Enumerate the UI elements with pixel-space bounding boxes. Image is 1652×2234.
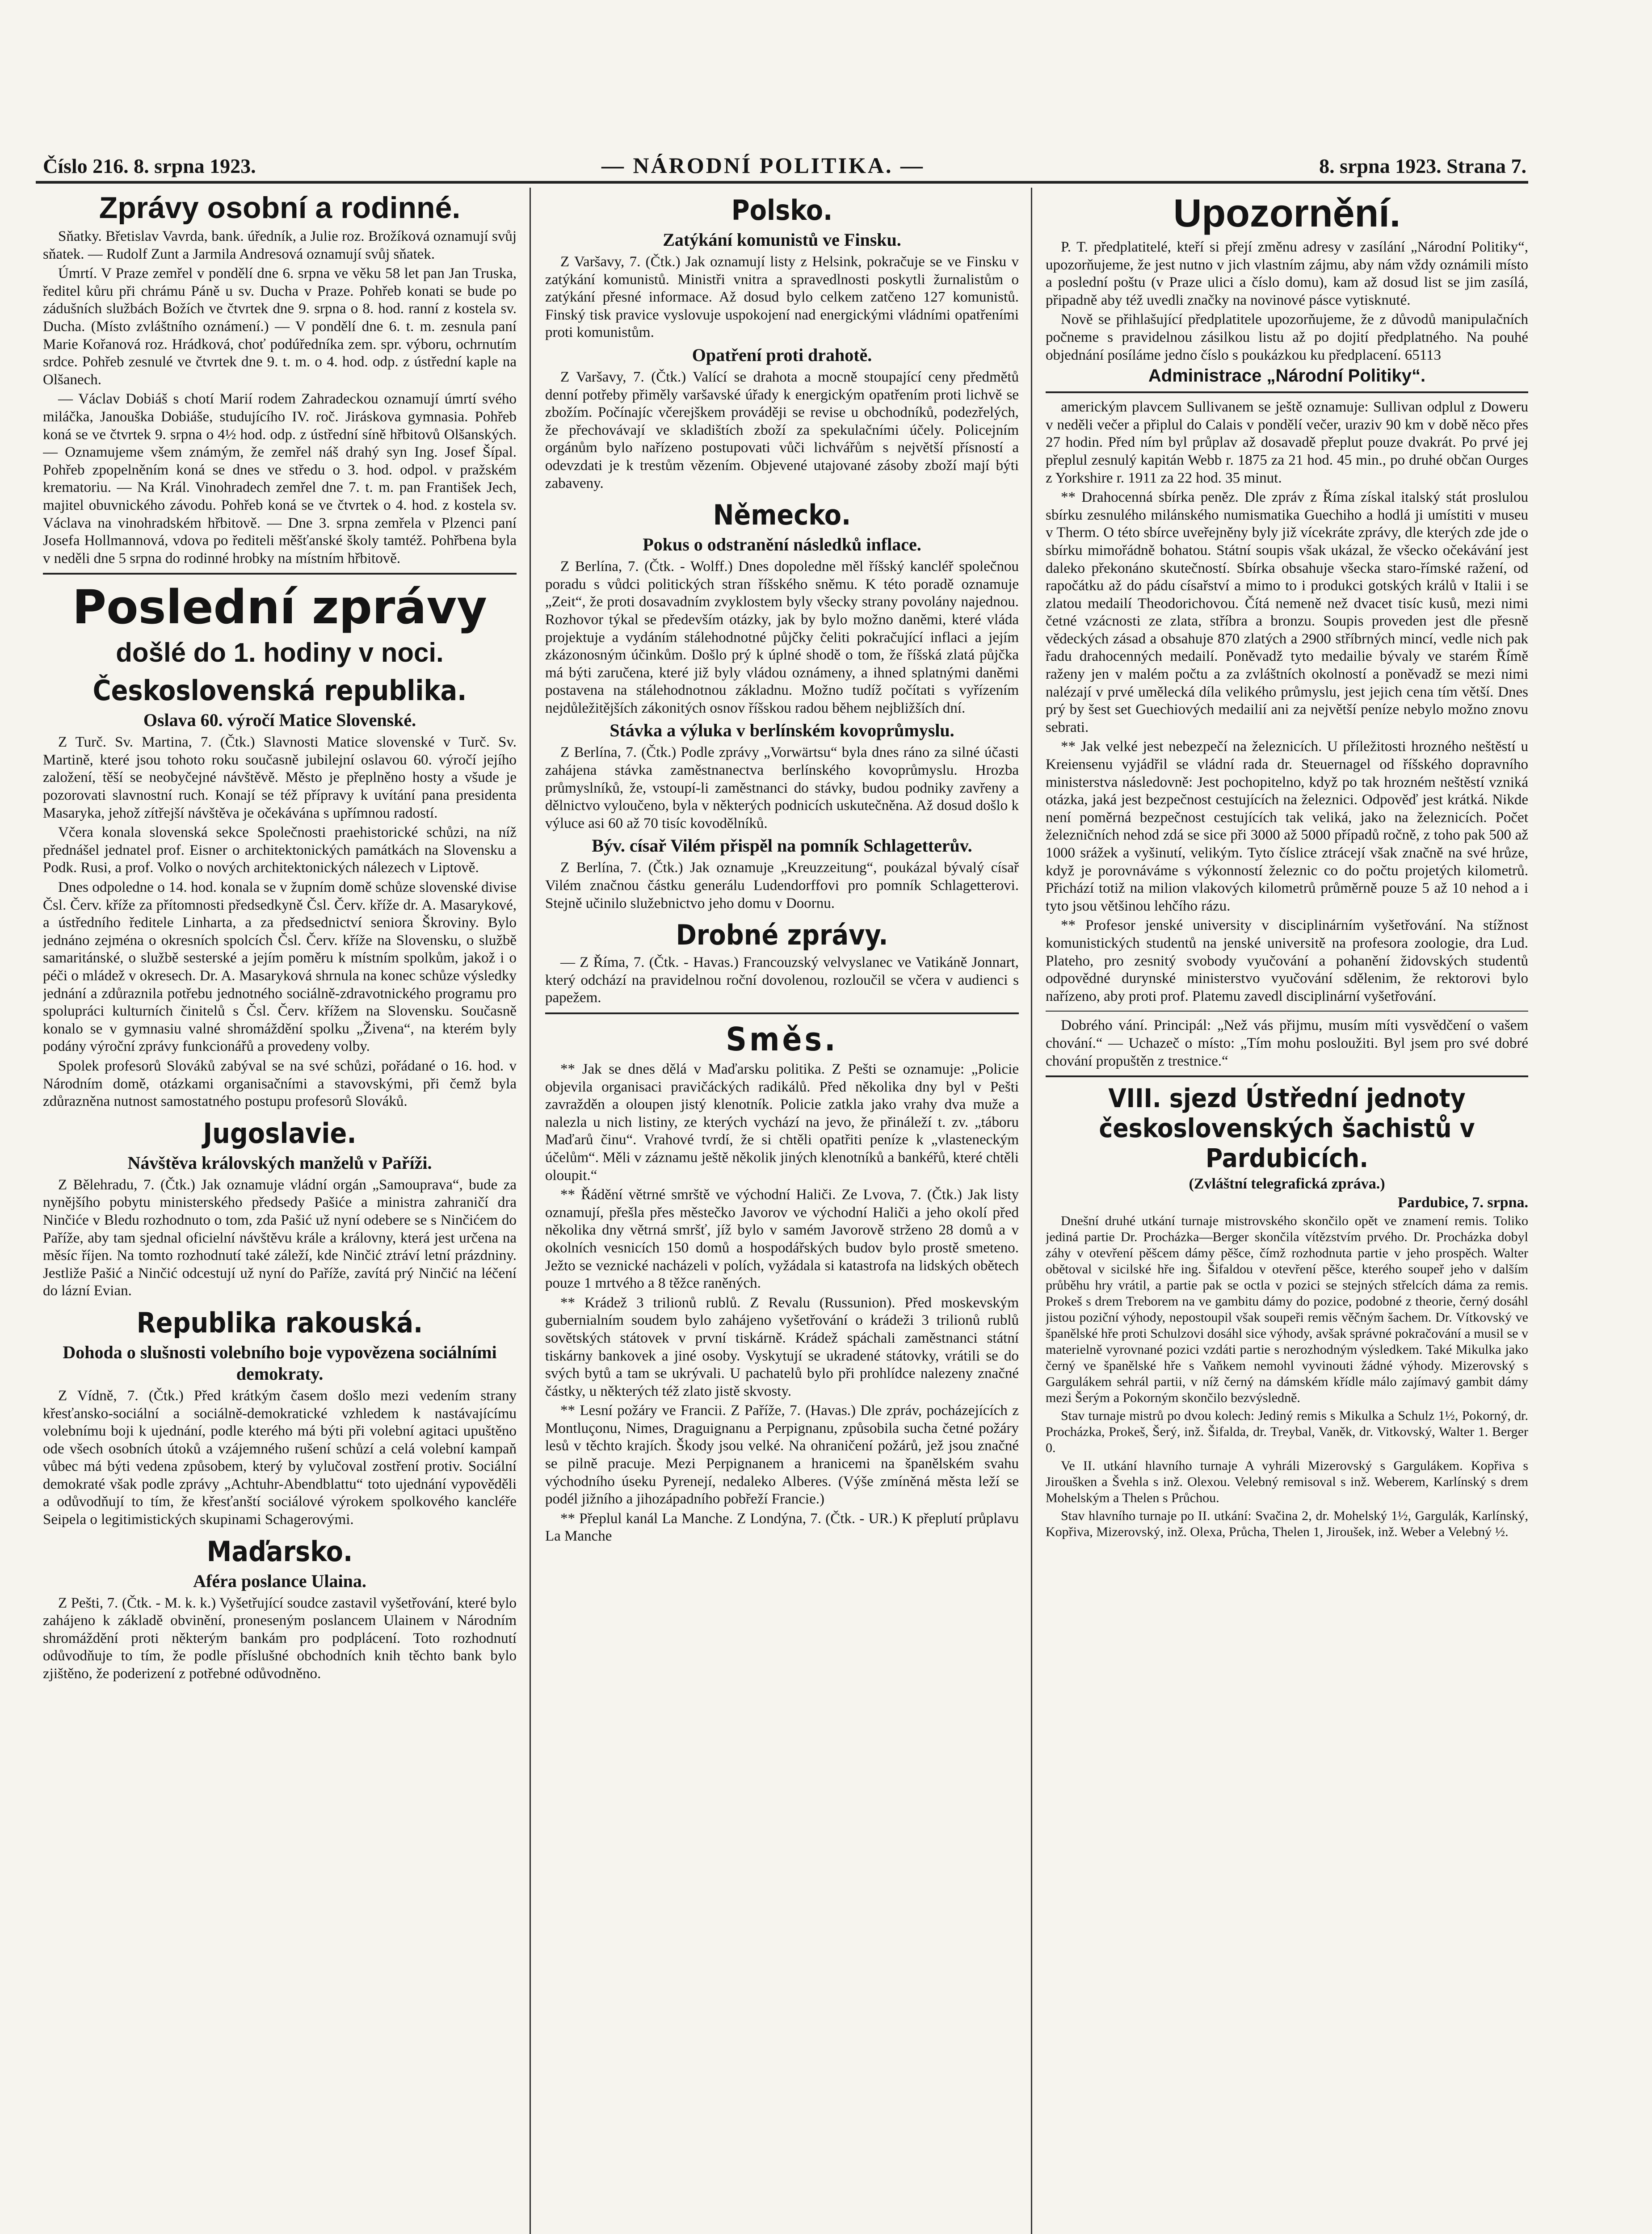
heading-austria: Republika rakouská. xyxy=(136,1306,423,1339)
column-rule xyxy=(530,188,531,2234)
article-paragraph: Stav turnaje mistrů po dvou kolech: Jediný remis s Mikulka a Schulz 1½, Pokorný, dr. Procházka, Prokeš, Šerý, inž. Šifalda, dr. Treybal, Vaněk, dr. Vitkovský, Walter 1. Berger 0. xyxy=(1046,1408,1528,1456)
article-paragraph: Nově se přihlašující předplatitele upozorňujeme, že z důvodů manipulačních počneme s pravidelnou zásilkou listu až po dojití předplatného. Na pouhé objednání posíláme jedno číslo s poukázkou ku předplacení. 65113 xyxy=(1046,311,1528,363)
article-paragraph: Z Turč. Sv. Martina, 7. (Čtk.) Slavnosti Matice slovenské v Turč. Sv. Martině, které jsou tohoto roku současně jubilejní oslavou 60. výročí jejího založení, těší se neobyčejné návštěvě. Město je přeplněno hosty a všude je pozorovati slavnostní ruch. Konají se též přípravy k uvítání pana presidenta Masaryka, jehož zítřejší návštěva je očekávána s upřímnou radostí. xyxy=(43,734,517,821)
article-paragraph: Z Berlína, 7. (Čtk. - Wolff.) Dnes dopoledne měl říšský kancléř společnou poradu s vůdci politických stran říšského sněmu. K této poradě oznamuje „Zeit“, že proti dosavadním zvyklostem byly všecky strany povolány najednou. Rozhovor týkal se především otázky, jak by bylo možno daněmi, které vláda projektuje a vydáním stálehodnotné půjčky čeliti pokračující inflaci a jejím zkázonosným účinkům. Došlo prý k úplné shodě o tom, že říšská zlatá půjčka má býti zaručena, které již byly vládou oznámeny, a ihned splatnými daněmi postavena na stálehodnotnou základnu. Možno tudíž počítati s vyřízením nejdůležitějších zákonitých osnov říšskou radou během nejbližších dní. xyxy=(545,558,1019,716)
heading-hungary: Maďarsko. xyxy=(206,1535,353,1568)
heading-miscellany: Směs. xyxy=(726,1020,838,1058)
newspaper-title: — NÁRODNÍ POLITIKA. — xyxy=(601,153,925,178)
issue-number: Číslo 216. 8. srpna 1923. xyxy=(43,155,256,177)
article-paragraph: — Z Říma, 7. (Čtk. - Havas.) Francouzský velvyslanec ve Vatikáně Jonnart, který odchází na pravidelnou roční dovolenou, rozloučil se včera v audienci s papežem. xyxy=(545,954,1019,1006)
article-paragraph: — Václav Dobiáš s chotí Marií rodem Zahradeckou oznamují úmrtí svého miláčka, Janouška Dobiáše, studujícího IV. roč. Jiráskova gymnasia. Pohřeb koná se ve čtvrtek 9. srpna o 4½ hod. odp. z ústřední síně hřbitovů Olšanských. — Oznamujeme všem známým, že zemřel náš drahý syn Ing. Josef Šípal. Pohřeb zpopelněním koná se dnes ve středu o 3. hod. odpol. v pražském krematoriu. — Na Král. Vinohradech zemřel dne 7. t. m. pan František Jech, majitel obuvnického závodu. Pohřeb koná se ve čtvrtek o 4. hod. z kostela sv. Václava na vinohradském hřbitově. — Dne 3. srpna zemřela v Plzenci paní Josefa Hollmannová, vdova po řediteli měšťanské školy tamtéž. Pohřbena byla v neděli dne 5 srpna do rodinné hrobky na místním hřbitově. xyxy=(43,391,517,567)
article-paragraph: Ve II. utkání hlavního turnaje A vyhráli Mizerovský s Gargulákem. Kopřiva s Jiroušken a Švehla s inž. Olexou. Velebný remisoval s inž. Weberem, Karlínský s drem Mohelským a Thelen s Průchou. xyxy=(1046,1458,1528,1506)
heading-poland-sub: Zatýkání komunistů ve Finsku. xyxy=(663,230,901,250)
heading-poland-sub2: Opatření proti drahotě. xyxy=(692,344,872,365)
header-rule xyxy=(36,181,1528,184)
article-paragraph: Z Varšavy, 7. (Čtk.) Jak oznamují listy z Helsink, pokračuje se ve Finsku v zatýkání komunistů. Ministři vnitra a spravedlnosti poskytli žurnalistům o zatýkání přesné informace. Až dosud bylo celkem zatčeno 127 komunistů. Finský tisk pravice vyslovuje uspokojení nad energickými vládními opatřeními proti komunistům. xyxy=(545,254,1019,341)
section-rule xyxy=(545,1012,1019,1014)
column-3 xyxy=(1046,188,1528,2234)
heading-poland: Polsko. xyxy=(731,194,833,227)
section-rule xyxy=(1046,1075,1528,1077)
article-paragraph: Z Pešti, 7. (Čtk. - M. k. k.) Vyšetřující soudce zastavil vyšetřování, které bylo zahájeno k základě obvinění, proneseným poslancem Ulainem v Národním shromáždění proti některým bankám pro podplácení. Toto rozhodnutí odůvodňuje to tím, že podle příslušné obchodních knih těchto bank bylo zjištěno, že poderizení z potřebné odůvodněno. xyxy=(43,1595,517,1682)
article-paragraph: Z Berlína, 7. (Čtk.) Jak oznamuje „Kreuzzeitung“, poukázal bývalý císař Vilém značnou částku generálu Ludendorffovi pro pomník Schlagetterovi. Stejně učinilo služebnictvo jeho domu v Doornu. xyxy=(545,860,1019,911)
column-2 xyxy=(545,188,1019,2234)
heading-yugoslavia: Jugoslavie. xyxy=(203,1117,357,1150)
section-rule xyxy=(1046,391,1528,393)
heading-chess: VIII. sjezd Ústřední jednoty československých šachistů v Pardubicích. xyxy=(1099,1083,1475,1173)
page-number: 8. srpna 1923. Strana 7. xyxy=(1319,155,1526,177)
article-paragraph: Z Vídně, 7. (Čtk.) Před krátkým časem došlo mezi vedením strany křesťansko-sociální a sociálně-demokratické vzhledem k nastávajícímu volebnímu boji k ujednání, podle kterého má býti při volební agitaci upuštěno ode všech osobních útoků a vzájemného rušení schůzí a celá volební kampaň vůbec má býti vedena způsobem, který by vylučoval zostření protiv. Sociální demokraté však podle zprávy „Achtuhr-Abendblattu“ toto ujednání vypověděli a odůvodňují to tím, že křesťanští sociálové výrokem spolkového kancléře Seipela o legitimistických skupinami Schagerovými. xyxy=(43,1387,517,1528)
column-1 xyxy=(43,188,517,2234)
article-paragraph: Úmrtí. V Praze zemřel v pondělí dne 6. srpna ve věku 58 let pan Jan Truska, ředitel kůru při chrámu Páně u sv. Ducha v Praze. Pohřeb konati se bude po zádušních službách Božích ve čtvrtek dne 9. srpna o 8. hod. ranní z kostela sv. Ducha. (Místo zvláštního oznámení.) — V pondělí dne 6. t. m. zesnula paní Marie Kořanová roz. Hrádková, choť podúředníka zem. spr. výboru, ochrnutím srdce. Pohřeb zesnulé ve čtvrtek dne 9. t. m. o 4. hod. odp. z ústřední kaple na Olšanech. xyxy=(43,265,517,388)
administration-signature: Administrace „Národní Politiky“. xyxy=(1148,366,1426,386)
column-rule xyxy=(1031,188,1032,2234)
article-paragraph: ** Lesní požáry ve Francii. Z Paříže, 7. (Havas.) Dle zpráv, pocházejících z Montluçonu, Nimes, Draguignanu a Perpignanu, způsobila sucha četné požáry lesů v těchto krajích. Škody jsou velké. Na ohraničení požárů, jež jsou značné se pilně pracuje. Mezi Perpignanem a hranicemi na španělském svahu východního úseku Pyrenejí, nedaleko Alberes. (Výše zmíněná města leží se podél jižního a jihozápadního pobřeží Francie.) xyxy=(545,1403,1019,1508)
heading-notice: Upozornění. xyxy=(1173,191,1401,235)
heading-germany-sub2: Stávka a výluka v berlínském kovoprůmyslu. xyxy=(610,720,954,741)
heading-czechoslovakia: Československá republika. xyxy=(92,674,467,707)
heading-last-news-sub: došlé do 1. hodiny v noci. xyxy=(116,638,444,668)
heading-matice: Oslava 60. výročí Matice Slovenské. xyxy=(143,710,416,731)
article-paragraph: ** Drahocenná sbírka peněz. Dle zpráv z Říma získal italský stát proslulou sbírku zesnulého milánského numismatika Guechiho a hodlá ji umístiti v museu v Therm. O této sbírce uveřejněny byly již vícekráte zprávy, dle kterých zde jde o sbírku mimořádně bohatou. Státní soupis však ukázal, že všecko očekávání jest daleko překonáno skutečností. Sbírka obsahuje všecka staro-římské ražení, od rapočátku až do pádu císařství a mimo to i produkci gotských králů v Italii i se zlatou medailí Theodorichovou. Čítá nemeně než dvacet tisíc kusů, mezi nimi četné vzácnosti ze zlata, stříbra a bronzu. Soupis proveden jest dle přesně vědeckých zásad a obsahuje 870 zlatých a 2900 stříbrných mincí, vedle nich pak řadu drahocenných medailí. Poněvadž tyto medailie bývaly ve starém Římě raženy jen v malém počtu a za zvláštních okolností a poněvadž se mezi nimi nalézají v prvé umělecká díla velikého průmyslu, jest jejich cena tím větší. Dnes prý by šest set Guechiových medailií ani za největší peníze nebylo možno znovu sebrati. xyxy=(1046,489,1528,735)
article-paragraph: Spolek profesorů Slováků zabýval se na své schůzi, pořádané o 16. hod. v Národním domě, otázkami organisačními a stavovskými, při čemž byla zdůrazněna nutnost samostatného postupu profesorů Slováků. xyxy=(43,1058,517,1110)
masthead xyxy=(43,150,1526,182)
article-paragraph: Dnešní druhé utkání turnaje mistrovského skončilo opět ve znamení remis. Toliko jediná partie Dr. Procházka—Berger skončila vítězstvím prvého. Dr. Procházka dobyl záhy v otevření pěšcem dámy pěšce, čímž rozhodnuta partie v jeho prospěch. Walter obětoval v sicilské hře ing. Šifaldou v otevření pěšce, kterého soupeř jeho v dalším průběhu hry vrátil, a partie pak se octla v pozici se stejných střelcích dáma za remis. Prokeš s drem Treborem na ve gambitu dámy do pozice, podobné z theorie, černý dosáhl jistou poziční výhody, nepostoupil však soupeři remis věčným šachem. Dr. Vítkovský ve španělské hře proti Schulzovi dosáhl sice výhody, avšak správné pokračování a musil se v materielně vyrovnané pozici vzdáti partie s nerozhodným výsledkem. Také Mikulka jako černý ve španělské hře s Vaňkem nemohl vyvinouti žádné výhody. Mizerovský s Gargulákem sehrál partii, v níž černý na dámském křídle málo zajímavý gambit dámy mezi Šerým a Pokorným skončilo bezvýsledně. xyxy=(1046,1214,1528,1406)
article-paragraph: Stav hlavního turnaje po II. utkání: Svačina 2, dr. Mohelský 1½, Gargulák, Karlínský, Kopřiva, Mizerovský, inž. Olexa, Průcha, Thelen 1, Jiroušek, inž. Weber a Velebný ½. xyxy=(1046,1508,1528,1540)
chess-telegraph-note: (Zvláštní telegrafická zpráva.) xyxy=(1189,1176,1385,1193)
heading-austria-sub: Dohoda o slušnosti volebního boje vypovězena sociálními demokraty. xyxy=(63,1342,497,1384)
heading-germany-sub3: Býv. císař Vilém přispěl na pomník Schlagetterův. xyxy=(592,836,972,856)
article-paragraph: Sňatky. Břetislav Vavrda, bank. úředník, a Julie roz. Brožíková oznamují svůj sňatek. — Rudolf Zunt a Jarmila Andresová oznamují svůj sňatek. xyxy=(43,228,517,262)
article-paragraph: P. T. předplatitelé, kteří si přejí změnu adresy v zasílání „Národní Politiky“, upozorňujeme, že jest nutno v jich vlastním zájmu, aby nám vždy oznámili místo a poslední poštu (v Praze ulici a číslo domu), kam až dosud list se jim zasílá, připadně aby též uvedli značky na novinové pásce vytisknuté. xyxy=(1046,239,1528,308)
section-rule xyxy=(43,573,517,575)
heading-small-news: Drobné zprávy. xyxy=(676,919,888,952)
article-paragraph: Z Varšavy, 7. (Čtk.) Valící se drahota a mocně stoupající ceny předmětů denní potřeby přiměly varšavské úřady k energickým opatřením proti lichvě se zbožím. Počínajíc včerejškem prováději se revise u obchodníků, podezřelých, že přechovávají ve skladištích zboží za spekulačními účely. Policejním orgánům bylo nařízeno postupovati vůči lichvářům s největší přísností a odevzdati je k trestům vězením. Objevené utajované zásoby zboží mají býti zabaveny. xyxy=(545,369,1019,491)
section-rule xyxy=(1046,1011,1528,1012)
article-paragraph: Z Berlína, 7. (Čtk.) Podle zprávy „Vorwärtsu“ byla dnes ráno za silné účasti zahájena stávka zaměstnanectva berlínského kovoprůmyslu. Hrozba průmyslníků, že, vstoupí-li zaměstnanci do stávky, budou podniky zavřeny a dělnictvo vyloučeno, byla v některých podnicích uskutečněna. Až dosud došlo k výluce asi 60 až 70 tisíc kovodělníků. xyxy=(545,744,1019,831)
article-paragraph: ** Jak velké jest nebezpečí na železnicích. U příležitosti hrozného neštěstí u Kreiensenu vyjádřil se vládní rada dr. Steuernagel od říšského dopravního ministerstva následovně: Jest pochopitelno, když po tak hrozném neštěstí vzniká otázka, jaká jest bezpečnost cestujících na železnici. Odpověď jest krátká. Nikde není poměrná bezpečnost cestujících tak veliká, jako na železnicích. Počet železničních nehod zdá se sice při 3000 až 5000 případů ročně, z toho pak 500 až 1000 srážek a vyšinutí, velikým. Tyto číslice ztrácejí však značně na své hrůze, když je porovnáváme s výkonností železnic co do počtu projetých kilometrů. Přichází totiž na milion vlakových kilometrů průměrně pouze 5 až 10 nehod a i tyto jsou většinou lehčího rázu. xyxy=(1046,739,1528,914)
article-paragraph: ** Jak se dnes dělá v Maďarsku politika. Z Pešti se oznamuje: „Policie objevila organisaci pravičáckých radikálů. Před několika dny byl v Pešti zavražděn a oloupen jistý klenotník. Policie zatkla jako vrahy dva muže a nalezla u nich listiny, ze kterých vychází na jevo, že přináleží t. zv. „táboru Maďarů činu“. Vrahové tvrdí, že si chtěli opatřiti peníze k „vlasteneckým účelům“. Měli v záznamu ještě několik jiných klenotníků a bankéřů, které chtěli oloupit.“ xyxy=(545,1061,1019,1184)
article-paragraph: Včera konala slovenská sekce Společnosti praehistorické schůzi, na níž přednášel jednatel prof. Eisner o architektonických památkách na Slovensku a Podk. Rusi, a prof. Volko o nových architektonických nálezech v Liptově. xyxy=(43,824,517,876)
article-paragraph: ** Řádění větrné smrště ve východní Haliči. Ze Lvova, 7. (Čtk.) Jak listy oznamují, přešla přes městečko Javorov ve východní Haliči a jeho okolí před několika dny větrná smršť, jíž bylo v samém Javorově strženo 28 domů a v okolních vesnicích 150 domů a hospodářských budov bylo prostě smeteno. Ježto se veznické nacházeli v polích, vyžádala si katastrofa na lidských obětech pouze 1 mrtvého a 8 těžce raněných. xyxy=(545,1187,1019,1292)
heading-yugoslavia-sub: Návštěva královských manželů v Paříži. xyxy=(127,1152,432,1173)
heading-germany-sub: Pokus o odstranění následků inflace. xyxy=(643,534,921,555)
heading-hungary-sub: Aféra poslance Ulaina. xyxy=(193,1571,366,1591)
article-paragraph: ** Krádež 3 trilionů rublů. Z Revalu (Russunion). Před moskevským gubernialním soudem bylo zahájeno vyšetřování o krádeži 3 trilionů rublů sovětských státovek v první tiskárně. Krádež spáchali zaměstnanci státní tiskárny bankovek a jiné osoby. Vyskytují se ukradené státovky, vrátili se do svých bytů a tam se ukrývali. U pachatelů bylo při prohlídce nalezeny značné částky, u některých též zlato jistě skvosty. xyxy=(545,1294,1019,1399)
chess-dateline: Pardubice, 7. srpna. xyxy=(1398,1194,1528,1211)
article-paragraph: Dnes odpoledne o 14. hod. konala se v župním domě schůze slovenské divise Čsl. Červ. kříže za přítomnosti předsedkyně Čsl. Červ. kříže dr. A. Masarykové, a ústředního ředitele Linharta, a za předsednictví seniora Škroviny. Bylo jednáno zejména o okresních spolcích Čsl. Červ. kříže na Slovensku, o službě samaritánské, o službě sesterské a jejím poměru k místním spolkům, jakož i o péči o mládež v okresech. Dr. A. Masaryková shrnula na konec schůze výsledky jednání a zdůraznila potřebu jednotného sociálně-zdravotnického programu pro spolupráci kulturních činitelů s Čsl. Červ. křížem na Slovensku. Současně konalo se v gymnasiu valné shromáždění spolku „Živena“, na kterém byly podány výroční zprávy funkcionářů a provedeny volby. xyxy=(43,879,517,1055)
heading-personal: Zprávy osobní a rodinné. xyxy=(99,191,461,225)
heading-last-news: Poslední zprávy xyxy=(72,580,488,635)
quip-paragraph: Dobrého vání. Principál: „Než vás přijmu, musím míti vysvědčení o vašem chování.“ — Uchazeč o místo: „Tím mohu posloužiti. Byl jsem pro své dobré chování propuštěn z trestnice.“ xyxy=(1046,1017,1528,1069)
article-paragraph: Z Bělehradu, 7. (Čtk.) Jak oznamuje vládní orgán „Samouprava“, bude za nynějšího pobytu ministerského předsedy Pašiće a ministra zahraničí dra Ninčiće v Bledu rozhodnuto o tom, zda Pašić už nyní odebere se s Ninčićem do Paříže, aby tam sjednal oficielní návštěvu krále a královny, která jest určena na měsíc říjen. Na tomto rozhodnutí také záleží, kde Ninčić ztráví letní prázdniny. Jestliže Pašić a Ninčić odcestují už nyní do Paříže, zavítá prý Ninčić na léčení do lázní Evian. xyxy=(43,1176,517,1299)
article-paragraph: ** Profesor jenské university v disciplinárním vyšetřování. Na stížnost komunistických studentů na jenské universitě na profesora zoologie, dra Lud. Plateho, pro zesnitý svobody vyučování a pohanění židovských studentů odpovědné durynské ministerstvo vyučování sdělenim, že rektorovi bylo nařízeno, aby proti prof. Platemu zavedl disciplinární vyšetřování. xyxy=(1046,917,1528,1004)
heading-germany: Německo. xyxy=(713,499,851,532)
article-paragraph: americkým plavcem Sullivanem se ještě oznamuje: Sullivan odplul z Doweru v neděli večer a připlul do Calais v pondělí večer, uraziv 90 km v době něco přes 27 hodin. Před ním byl průplav až dosavadě přeplut pouze dvakrát. Po prvé jej přeplul zesnulý kapitán Webb r. 1875 za 21 hod. 45 min., po druhé občan Ourges z Yorkshire r. 1911 za 22 hod. 35 minut. xyxy=(1046,399,1528,486)
article-paragraph: ** Přeplul kanál La Manche. Z Londýna, 7. (Čtk. - UR.) K přeplutí průplavu La Manche xyxy=(545,1510,1019,1545)
